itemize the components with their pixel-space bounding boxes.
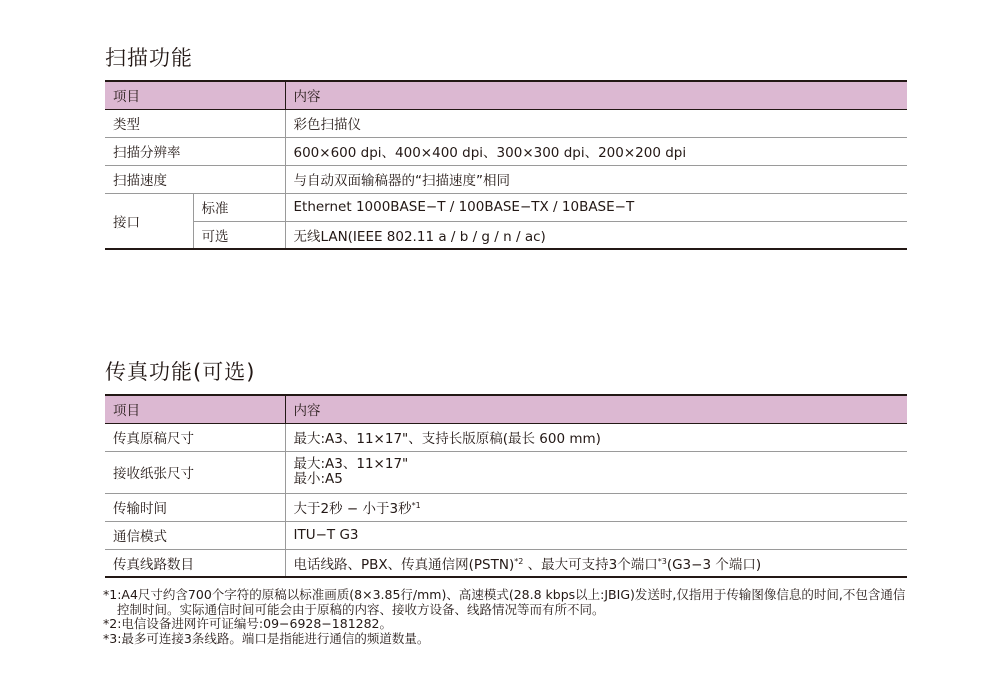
header-item: 项目 xyxy=(105,395,285,423)
row-label: 接收纸张尺寸 xyxy=(105,451,285,493)
footnote-ref: *1 xyxy=(411,501,421,510)
row-value: 600×600 dpi、400×400 dpi、300×300 dpi、200×200 dpi xyxy=(285,137,907,165)
interface-value: Ethernet 1000BASE−T / 100BASE−TX / 10BASE−T xyxy=(285,193,907,221)
table-header-row xyxy=(105,395,907,423)
scan-section-title: 扫描功能 xyxy=(105,46,193,70)
row-value: 与自动双面输稿器的“扫描速度”相同 xyxy=(285,165,907,193)
row-label: 传真线路数目 xyxy=(105,549,285,577)
header-item: 项目 xyxy=(105,81,285,109)
row-label: 传输时间 xyxy=(105,493,285,521)
row-label: 扫描速度 xyxy=(105,165,285,193)
table-row xyxy=(105,451,907,493)
table-row xyxy=(105,109,907,137)
interface-value: 无线LAN(IEEE 802.11 a / b / g / n / ac) xyxy=(285,221,907,249)
value-text: (G3−3 个端口) xyxy=(666,556,762,573)
footnote: *2:电信设备进网许可证编号:09−6928−181282。 xyxy=(103,616,393,631)
table-row xyxy=(105,137,907,165)
interface-sub-label: 可选 xyxy=(193,221,285,249)
fax-section-title: 传真功能(可选) xyxy=(105,360,256,384)
row-label: 类型 xyxy=(105,109,285,137)
value-text: 、最大可支持3个端口 xyxy=(523,556,658,573)
header-content: 内容 xyxy=(285,395,907,423)
interface-sub-label: 标准 xyxy=(193,193,285,221)
footnote-ref: *2 xyxy=(514,556,524,566)
table-row xyxy=(105,521,907,549)
table-row xyxy=(105,221,907,249)
row-value: 彩色扫描仪 xyxy=(285,109,907,137)
row-value: 最大:A3、11×17"、支持长版原稿(最长 600 mm) xyxy=(285,423,907,451)
row-value xyxy=(285,451,907,493)
row-label: 通信模式 xyxy=(105,521,285,549)
value-line: 最大:A3、11×17" xyxy=(293,456,409,472)
scan-spec-table xyxy=(105,80,907,250)
value-text: 大于2秒 − 小于3秒 xyxy=(293,501,412,517)
table-row xyxy=(105,423,907,451)
table-row xyxy=(105,193,907,221)
footnotes xyxy=(103,588,913,646)
value-text: 电话线路、PBX、传真通信网(PSTN) xyxy=(293,556,515,573)
table-row xyxy=(105,549,907,577)
footnote: *1:A4尺寸约含700个字符的原稿以标准画质(8×3.85行/mm)、高速模式(28.8 kbps以上:JBIG)发送时,仅指用于传输图像信息的时间,不包含通信控制时间。实际通信时间可能会由于原稿的内容、接收方设备、线路情况等而有所不同。 xyxy=(103,587,906,617)
fax-spec-table xyxy=(105,394,907,578)
interface-label: 接口 xyxy=(105,193,193,249)
row-value xyxy=(285,493,907,521)
value-line: 最小:A5 xyxy=(293,471,343,487)
footnote: *3:最多可连接3条线路。端口是指能进行通信的频道数量。 xyxy=(103,630,430,646)
table-row xyxy=(105,493,907,521)
row-label: 扫描分辨率 xyxy=(105,137,285,165)
table-header-row xyxy=(105,81,907,109)
row-value: ITU−T G3 xyxy=(285,521,907,549)
header-content: 内容 xyxy=(285,81,907,109)
table-row xyxy=(105,165,907,193)
row-value xyxy=(285,549,907,577)
footnote-ref: *3 xyxy=(657,556,667,566)
row-label: 传真原稿尺寸 xyxy=(105,423,285,451)
